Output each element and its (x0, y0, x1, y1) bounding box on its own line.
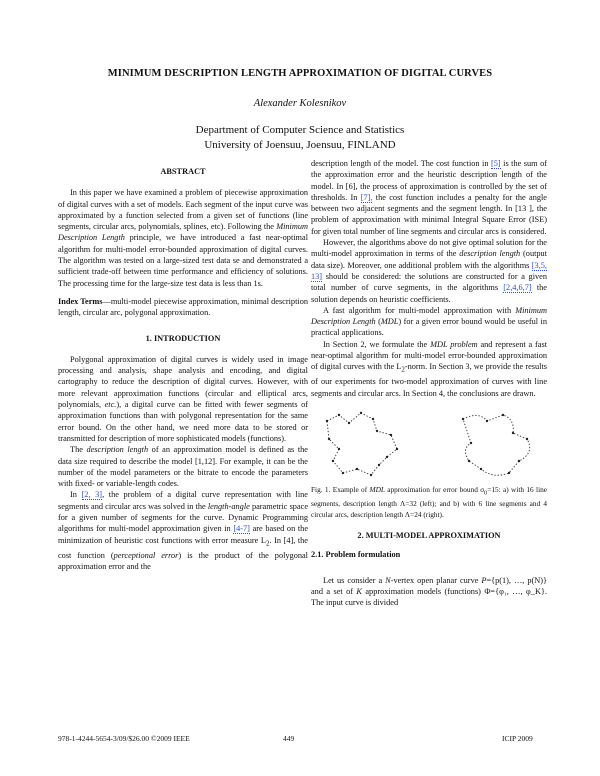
right-paragraph-4: In Section 2, we formulate the MDL problem and represent a fast near-optimal algorithm for multi-model error-bounded approximation of digital curves with the $L_2$-norm. In Section 3, we provide the results of our experiments for two-model approximation of curves with line segments and circular arcs. In Section 4, the conclusions are drawn. (311, 339, 547, 398)
figure-1-caption: Fig. 1. Example of MDL approximation for error bound $\sigma_0=15$: a) with 16 line segments, description length Λ=32 (left); and b) with 6 line segments and 4 circular arcs, description length Λ=24 (right). (311, 484, 547, 519)
intro-paragraph-2: The description length of an approximation model is defined as the data size required to describe the model [1,12]. For example, it can be the number of the model parameters or the bitrate to encode the parameters with fixed- or variable-length codes. (58, 445, 308, 489)
affiliation-department: Department of Computer Science and Statistics (195, 124, 405, 136)
paper-title: MINIMUM DESCRIPTION LENGTH APPROXIMATION OF DIGITAL CURVES (107, 68, 493, 79)
problem-formulation-paragraph: Let us consider a N-vertex open planar curve P={p(1), …, p(N)} and a set of K approximation models (functions) Φ={φ₁, …, φ_K}. The input curve is divided (311, 575, 547, 608)
citation-link[interactable]: [3,5, 13] (311, 260, 547, 281)
author-name: Alexander Kolesnikov (253, 98, 347, 109)
citation-link[interactable]: [2,4,6,7] (503, 283, 532, 293)
right-column (311, 158, 547, 609)
footer-page-number: 449 (283, 734, 295, 743)
figure-1 (311, 409, 547, 479)
affiliation-university: University of Joensuu, Joensuu, FINLAND (204, 139, 396, 151)
right-paragraph-1: description length of the model. The cost function in [5] is the sum of the approximation error and the heuristic description length of the model. In [6], the process of approximation is controlled by the set of thresholds. In [7], the cost function includes a penalty for the angle between two adjacent segments and the segment length. In [13 ], the problem of approximation with minimal Integral Square Error (ISE) for given total number of line segments and circular arcs is considered. (311, 159, 547, 236)
citation-link[interactable]: [4-7] (233, 524, 250, 534)
subsection-2-1-heading: 2.1. Problem formulation (311, 550, 401, 560)
right-paragraph-2: However, the algorithms above do not give optimal solution for the multi-model approximation in terms of the description length (output data size). Moreover, one additional problem with the algorithms [3,5, 13] should be considered: the solutions are constructed for a given total number of curve segments, in the algorithms [2,4,6,7] the solution depends on heuristic coefficients. (311, 238, 547, 304)
index-terms: Index Terms—multi-model piecewise approximation, minimal description length, circular arc, polygonal approximation. (58, 296, 308, 318)
affiliation (0, 123, 600, 153)
citation-link[interactable]: [2, 3] (81, 490, 103, 500)
intro-paragraph-3: In [2, 3], the problem of a digital curve representation with line segments and circular arcs was solved in the length-angle parametric space for a given number of segments for the curve. Dynamic Programming algorithms for multi-model approximation given in [4-7] are based on the minimization of heuristic cost functions with error measure $L_2$. In [4], the cost function (perceptional error) is the product of the polygonal approximation error and the (58, 490, 309, 571)
figure-1b-multimodel-approximation (451, 409, 541, 479)
introduction-heading: 1. INTRODUCTION (145, 333, 221, 343)
right-paragraph-3: A fast algorithm for multi-model approximation with Minimum Description Length (MDL) for a given error bound would be useful in practical applications. (311, 305, 547, 338)
citation-link[interactable]: [7], (360, 192, 373, 202)
section-2-heading: 2. MULTI-MODEL APPROXIMATION (357, 531, 501, 541)
abstract-heading: ABSTRACT (160, 167, 206, 176)
intro-paragraph-1: Polygonal approximation of digital curves is widely used in image processing and analysis, shape analysis and encoding, and digital cartography to reduce the description of digital curves. However, with more relevant approximation functions (circular and elliptical arcs, polynomials, etc.), a digital curve can be fitted with fewer segments of approximation functions than with polygonal representation for the same error bound. On the other hand, we need more data to be stored or transmitted for description of more sophisticated models (functions). (58, 354, 308, 443)
footer-conference: ICIP 2009 (502, 734, 533, 743)
figure-1a-line-approximation (317, 409, 407, 479)
citation-link[interactable]: [5] (490, 159, 501, 168)
abstract-paragraph: In this paper we have examined a problem of piecewise approximation of digital curves with a set of models. Each segment of the input curve was approximated by a function selected from a given set of functions (line segments, circular arcs, polynomials, splines, etc). Following the Minimum Description Length principle, we have introduced a fast near-optimal algorithm for multi-model error-bounded approximation of digital curves. The algorithm was tested on a large-sized test data se and demonstrated a sufficient trade-off between time performance and efficiency of solutions. The processing time for the large-size test data is less than 1s. (58, 188, 308, 288)
footer-isbn: 978-1-4244-5654-3/09/$26.00 ©2009 IEEE (58, 734, 190, 743)
left-column (58, 160, 308, 572)
